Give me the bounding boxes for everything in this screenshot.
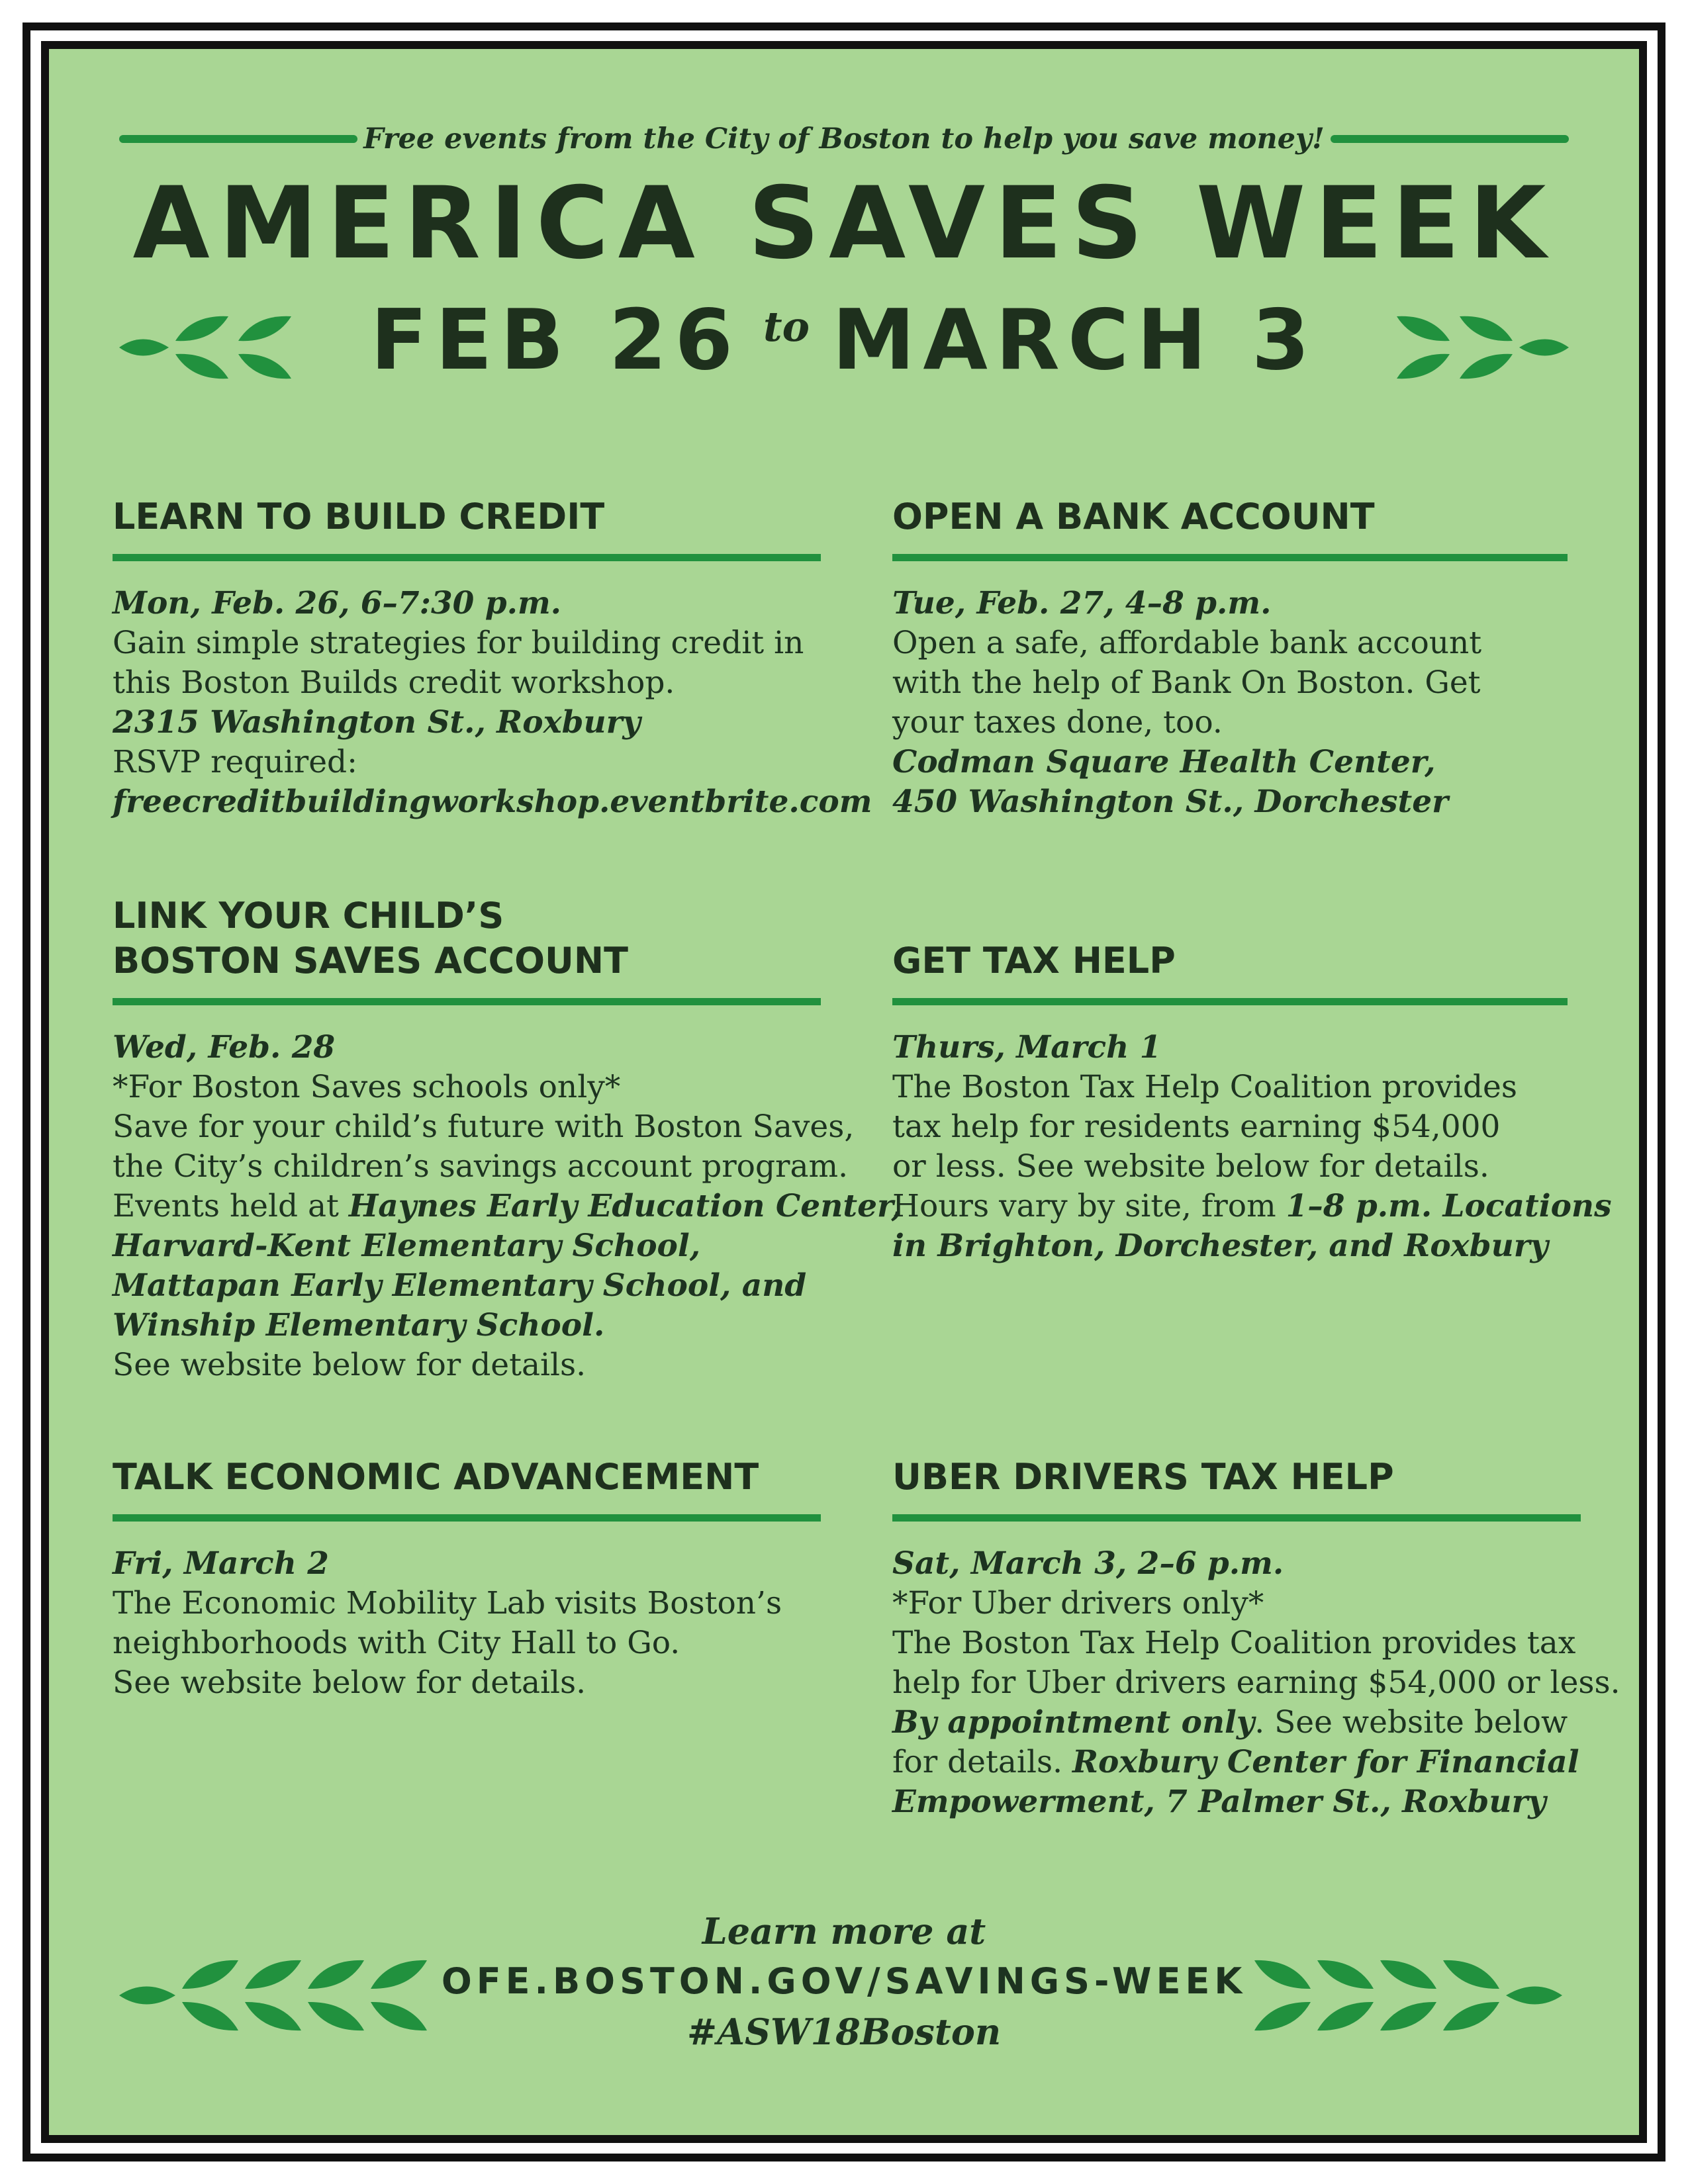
body-line [892, 703, 1568, 743]
body-line [892, 1226, 1568, 1266]
body-emphasis: 1–8 p.m. Locations [1286, 1188, 1612, 1224]
body-emphasis: Haynes Early Education Center, [348, 1188, 902, 1224]
body-emphasis: freecreditbuildingworkshop.eventbrite.com [113, 784, 872, 820]
body-line [892, 1028, 1568, 1068]
body-text: See website below for details. [113, 1347, 586, 1383]
section-heading-line: TALK ECONOMIC ADVANCEMENT [113, 1456, 759, 1498]
body-emphasis: Mattapan Early Elementary School, and [113, 1267, 807, 1304]
body-line [892, 1544, 1581, 1584]
body-emphasis: 450 Washington St., Dorchester [892, 784, 1448, 820]
body-text: Gain simple strategies for building credit in [113, 625, 804, 661]
body-text: with the help of Bank On Boston. Get [892, 664, 1481, 701]
body-line [113, 1266, 821, 1306]
body-emphasis: Roxbury Center for Financial [1072, 1744, 1579, 1780]
body-line [892, 782, 1568, 822]
body-line [892, 743, 1568, 782]
body-line [892, 663, 1568, 703]
body-line [892, 1703, 1581, 1743]
tagline-row [119, 119, 1569, 159]
body-text: *For Uber drivers only* [892, 1585, 1264, 1621]
body-line [113, 1584, 821, 1623]
body-line [113, 1306, 821, 1345]
body-text: Save for your child’s future with Boston Saves, [113, 1109, 855, 1145]
body-text: tax help for residents earning $54,000 [892, 1109, 1501, 1145]
section-body [892, 1544, 1620, 1822]
body-line [113, 1623, 821, 1663]
section-heading [892, 891, 1568, 983]
body-line [892, 1782, 1581, 1822]
section-heading [892, 1447, 1581, 1500]
body-text: help for Uber drivers earning $54,000 or less. [892, 1664, 1620, 1701]
section-body [113, 1028, 902, 1385]
body-text: this Boston Builds credit workshop. [113, 664, 675, 701]
body-emphasis: Empowerment, 7 Palmer St., Roxbury [892, 1784, 1546, 1820]
body-emphasis: Codman Square Health Center, [892, 744, 1436, 780]
body-text: The Boston Tax Help Coalition provides [892, 1069, 1517, 1105]
body-emphasis: Fri, March 2 [113, 1545, 329, 1582]
body-line [113, 743, 821, 782]
body-line [113, 1345, 821, 1385]
date-start: FEB 26 [370, 291, 741, 388]
section-heading [113, 486, 821, 539]
section-body [892, 584, 1568, 822]
section-heading [892, 486, 1568, 539]
body-text: Events held at [113, 1188, 349, 1224]
body-emphasis: Harvard-Kent Elementary School, [113, 1228, 701, 1264]
body-line [892, 1187, 1612, 1226]
body-line [892, 1663, 1620, 1703]
leaf-sprig-icon [113, 304, 311, 390]
section-boston-saves [113, 891, 902, 1385]
body-line [892, 1107, 1568, 1147]
body-line [113, 782, 872, 822]
body-emphasis: Thurs, March 1 [892, 1029, 1162, 1066]
savings-week-link[interactable]: OFE.BOSTON.GOV/SAVINGS-WEEK [441, 1960, 1247, 2002]
section-bank-account [892, 486, 1568, 822]
date-to: to [763, 302, 810, 351]
hashtag: #ASW18Boston [686, 2011, 1002, 2053]
body-line [113, 1544, 821, 1584]
section-tax-help [892, 891, 1612, 1266]
footer [0, 1906, 1688, 2057]
body-text: See website below for details. [113, 1664, 586, 1701]
body-text: . See website below [1254, 1704, 1568, 1741]
body-line [113, 1147, 849, 1187]
section-rule [113, 998, 821, 1005]
body-line [113, 1663, 821, 1703]
body-text: The Economic Mobility Lab visits Boston’s [113, 1585, 782, 1621]
section-rule [892, 1514, 1581, 1522]
section-rule [113, 1514, 821, 1522]
body-emphasis: Tue, Feb. 27, 4–8 p.m. [892, 585, 1272, 621]
page-title: AMERICA SAVES WEEK [132, 166, 1556, 281]
body-emphasis: Mon, Feb. 26, 6–7:30 p.m. [113, 585, 562, 621]
body-emphasis: 2315 Washington St., Roxbury [113, 704, 641, 741]
section-build-credit [113, 486, 872, 822]
tagline: Free events from the City of Boston to help you save money! [363, 122, 1325, 156]
section-rule [892, 998, 1568, 1005]
section-heading-line: UBER DRIVERS TAX HELP [892, 1456, 1394, 1498]
body-line [113, 584, 821, 623]
section-body [113, 584, 872, 822]
body-line [113, 623, 821, 663]
section-rule [892, 554, 1568, 561]
section-body [113, 1544, 821, 1703]
body-line [892, 584, 1568, 623]
body-line [892, 1584, 1581, 1623]
body-text: for details. [892, 1744, 1072, 1780]
section-economic-advancement [113, 1447, 821, 1703]
body-emphasis: By appointment only [892, 1704, 1255, 1741]
body-line [113, 703, 821, 743]
body-text: *For Boston Saves schools only* [113, 1069, 621, 1105]
body-line [113, 1187, 902, 1226]
body-text: Hours vary by site, from [892, 1188, 1286, 1224]
body-text: RSVP required: [113, 744, 357, 780]
body-text: Open a safe, affordable bank account [892, 625, 1482, 661]
learn-more-label: Learn more at [702, 1910, 986, 1952]
body-emphasis: in Brighton, Dorchester, and Roxbury [892, 1228, 1548, 1264]
body-line [113, 1226, 821, 1266]
body-emphasis: Winship Elementary School. [113, 1307, 605, 1343]
body-line [113, 1107, 855, 1147]
body-line [113, 1028, 821, 1068]
body-text: neighborhoods with City Hall to Go. [113, 1625, 680, 1661]
section-heading [113, 891, 821, 983]
section-heading-line: GET TAX HELP [892, 940, 1176, 981]
body-text: the City’s children’s savings account program. [113, 1148, 849, 1185]
body-line [892, 1147, 1568, 1187]
body-line [113, 1068, 821, 1107]
body-text: or less. See website below for details. [892, 1148, 1489, 1185]
body-line [892, 1743, 1581, 1782]
section-heading-line: LINK YOUR CHILD’S [113, 895, 504, 936]
section-heading [113, 1447, 821, 1500]
body-line [113, 663, 821, 703]
section-body [892, 1028, 1612, 1266]
section-uber-tax-help [892, 1447, 1620, 1822]
section-heading-line: BOSTON SAVES ACCOUNT [113, 940, 628, 981]
body-line [892, 1068, 1568, 1107]
body-text: The Boston Tax Help Coalition provides tax [892, 1625, 1576, 1661]
section-heading-line: OPEN A BANK ACCOUNT [892, 496, 1375, 537]
date-end: MARCH 3 [832, 291, 1318, 388]
section-heading-line: LEARN TO BUILD CREDIT [113, 496, 605, 537]
leaf-sprig-icon [1377, 304, 1575, 390]
body-line [892, 623, 1568, 663]
body-text: your taxes done, too. [892, 704, 1223, 741]
body-emphasis: Sat, March 3, 2–6 p.m. [892, 1545, 1284, 1582]
body-emphasis: Wed, Feb. 28 [113, 1029, 336, 1066]
section-rule [113, 554, 821, 561]
body-line [892, 1623, 1581, 1663]
